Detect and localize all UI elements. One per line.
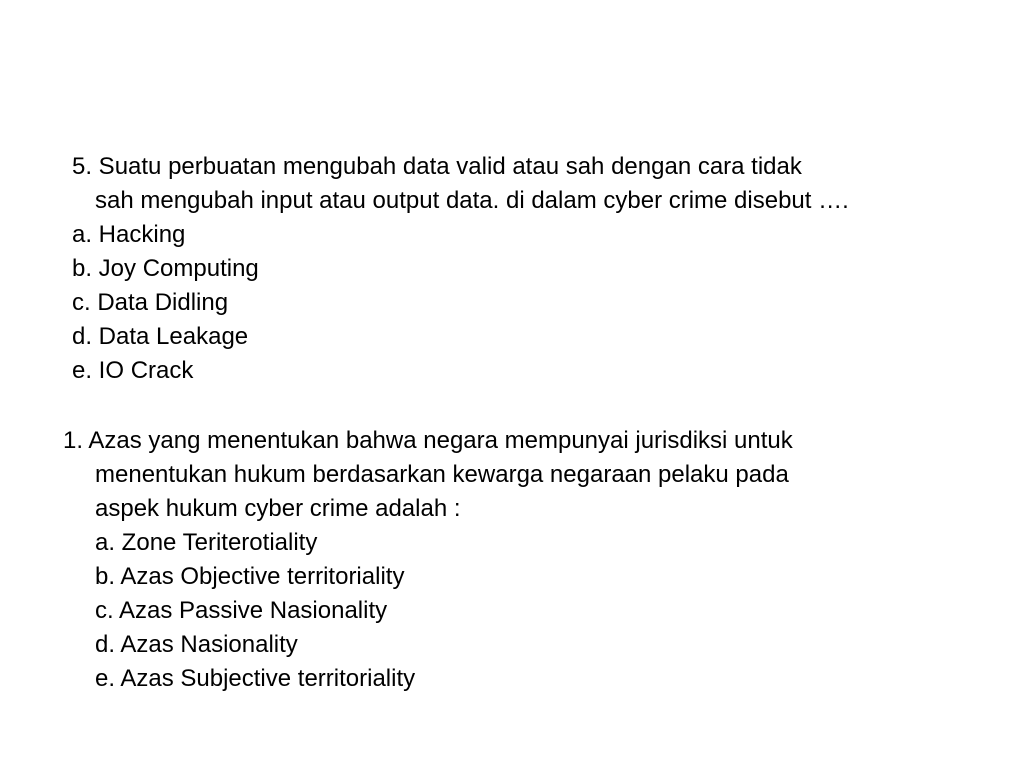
question-5 xyxy=(72,150,849,388)
question-1-option-d: d. Azas Nasionality xyxy=(95,631,298,658)
question-1-text-line-2: menentukan hukum berdasarkan kewarga negaraan pelaku pada xyxy=(95,461,789,488)
question-1-option-c: c. Azas Passive Nasionality xyxy=(95,597,388,624)
question-5-options xyxy=(72,218,849,388)
question-5-option-a: a. Hacking xyxy=(72,221,186,248)
question-1-option-e: e. Azas Subjective territoriality xyxy=(95,665,416,692)
question-1-option-a: a. Zone Teriterotiality xyxy=(95,529,318,556)
question-5-option-b: b. Joy Computing xyxy=(72,255,259,282)
question-5-text-line-1: 5. Suatu perbuatan mengubah data valid atau sah dengan cara tidak xyxy=(72,153,802,180)
question-1-text-line-3: aspek hukum cyber crime adalah : xyxy=(95,495,461,522)
question-1-text-line-1: 1. Azas yang menentukan bahwa negara mempunyai jurisdiksi untuk xyxy=(63,427,793,454)
question-5-option-d: d. Data Leakage xyxy=(72,323,249,350)
question-5-option-e: e. IO Crack xyxy=(72,357,194,384)
question-1 xyxy=(63,424,793,696)
question-1-options xyxy=(63,526,793,696)
question-5-text-line-2: sah mengubah input atau output data. di dalam cyber crime disebut …. xyxy=(95,187,849,214)
question-5-option-c: c. Data Didling xyxy=(72,289,229,316)
question-1-option-b: b. Azas Objective territoriality xyxy=(95,563,405,590)
